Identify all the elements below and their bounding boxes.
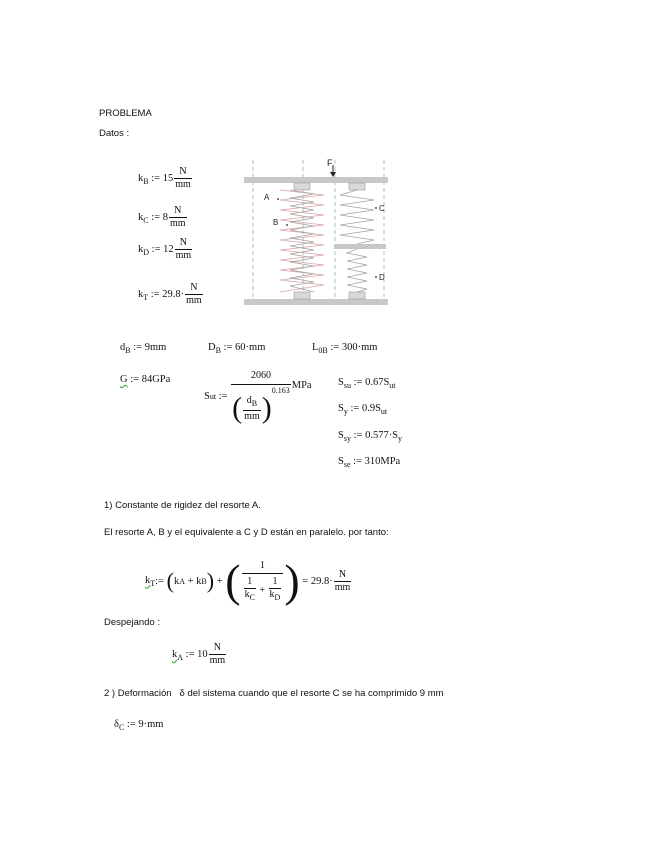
label-B: B — [273, 218, 279, 227]
label-C: C — [379, 204, 385, 213]
eq-S-sy: $S_{sy}$ := $0.577\cdot S_y$ — [338, 430, 403, 443]
top-plate — [244, 177, 388, 183]
label-D: D — [379, 273, 385, 282]
leader-dot — [277, 198, 279, 200]
eq-L-0B: $L_{0B}$ := 300·mm — [312, 342, 378, 355]
leader-dot — [286, 224, 288, 226]
page-heading: PROBLEMA — [99, 108, 152, 119]
eq-delta-C: $\delta_C$ := 9·mm — [114, 719, 164, 732]
eq-G: G := 84GPa — [120, 374, 171, 385]
spring-system-figure — [240, 155, 392, 313]
middle-plate — [334, 244, 386, 249]
seat-block — [349, 183, 365, 190]
eq-S-y: $S_y$ := $0.9S_{ut}$ — [338, 403, 388, 416]
eq-d-B: $d_B$ := 9mm — [120, 342, 167, 355]
bottom-plate — [244, 299, 388, 305]
eq-k-T: $k_T$ := 29.8· $\frac{N}{mm}$ — [138, 282, 202, 306]
eq-k-A-result: $k_A$ := 10 $\frac{N}{mm}$ — [172, 642, 226, 666]
eq-S-ut: S ut := 2060 ( $\frac{d_B}{mm}$ )$^{0.163}$ MPa — [204, 370, 312, 425]
leader-dot — [375, 276, 377, 278]
leader-dot — [375, 207, 377, 209]
eq-k-B: $k_B$ := 15 $\frac{N}{mm}$ — [138, 166, 191, 190]
eq-kT-parallel: $k_T$ := ( k A + k B ) + ( 1 $\frac{1}{k_C}$ + $\frac{1}{k_D}$ ) = 29.8 · $\frac{N}{mm}$ — [145, 555, 351, 606]
seat-block — [294, 183, 310, 190]
spring-A — [280, 190, 324, 292]
section-2-title: 2 ) Deformación δ del sistema cuando que el resorte C se ha comprimido 9 mm — [104, 688, 444, 699]
eq-k-C: $k_C$ := 8 $\frac{N}{mm}$ — [138, 205, 186, 229]
section-1-title: 1) Constante de rigidez del resorte A. — [104, 500, 261, 511]
despejando-label: Despejando : — [104, 617, 160, 628]
eq-S-su: $S_{su}$ := $0.67S_{ut}$ — [338, 377, 396, 390]
spring-C — [340, 190, 374, 244]
spring-D — [347, 249, 367, 292]
label-A: A — [264, 193, 270, 202]
eq-k-D: $k_D$ := 12 $\frac{N}{mm}$ — [138, 237, 192, 261]
label-F: F — [327, 158, 333, 168]
eq-S-se: $S_{se}$ := 310MPa — [338, 456, 401, 469]
datos-label: Datos : — [99, 128, 130, 139]
seat-block — [294, 292, 310, 299]
eq-D-B: $D_B$ := 60·mm — [208, 342, 266, 355]
section-1-text: El resorte A, B y el equivalente a C y D están en paralelo. por tanto: — [104, 527, 389, 538]
seat-block — [349, 292, 365, 299]
